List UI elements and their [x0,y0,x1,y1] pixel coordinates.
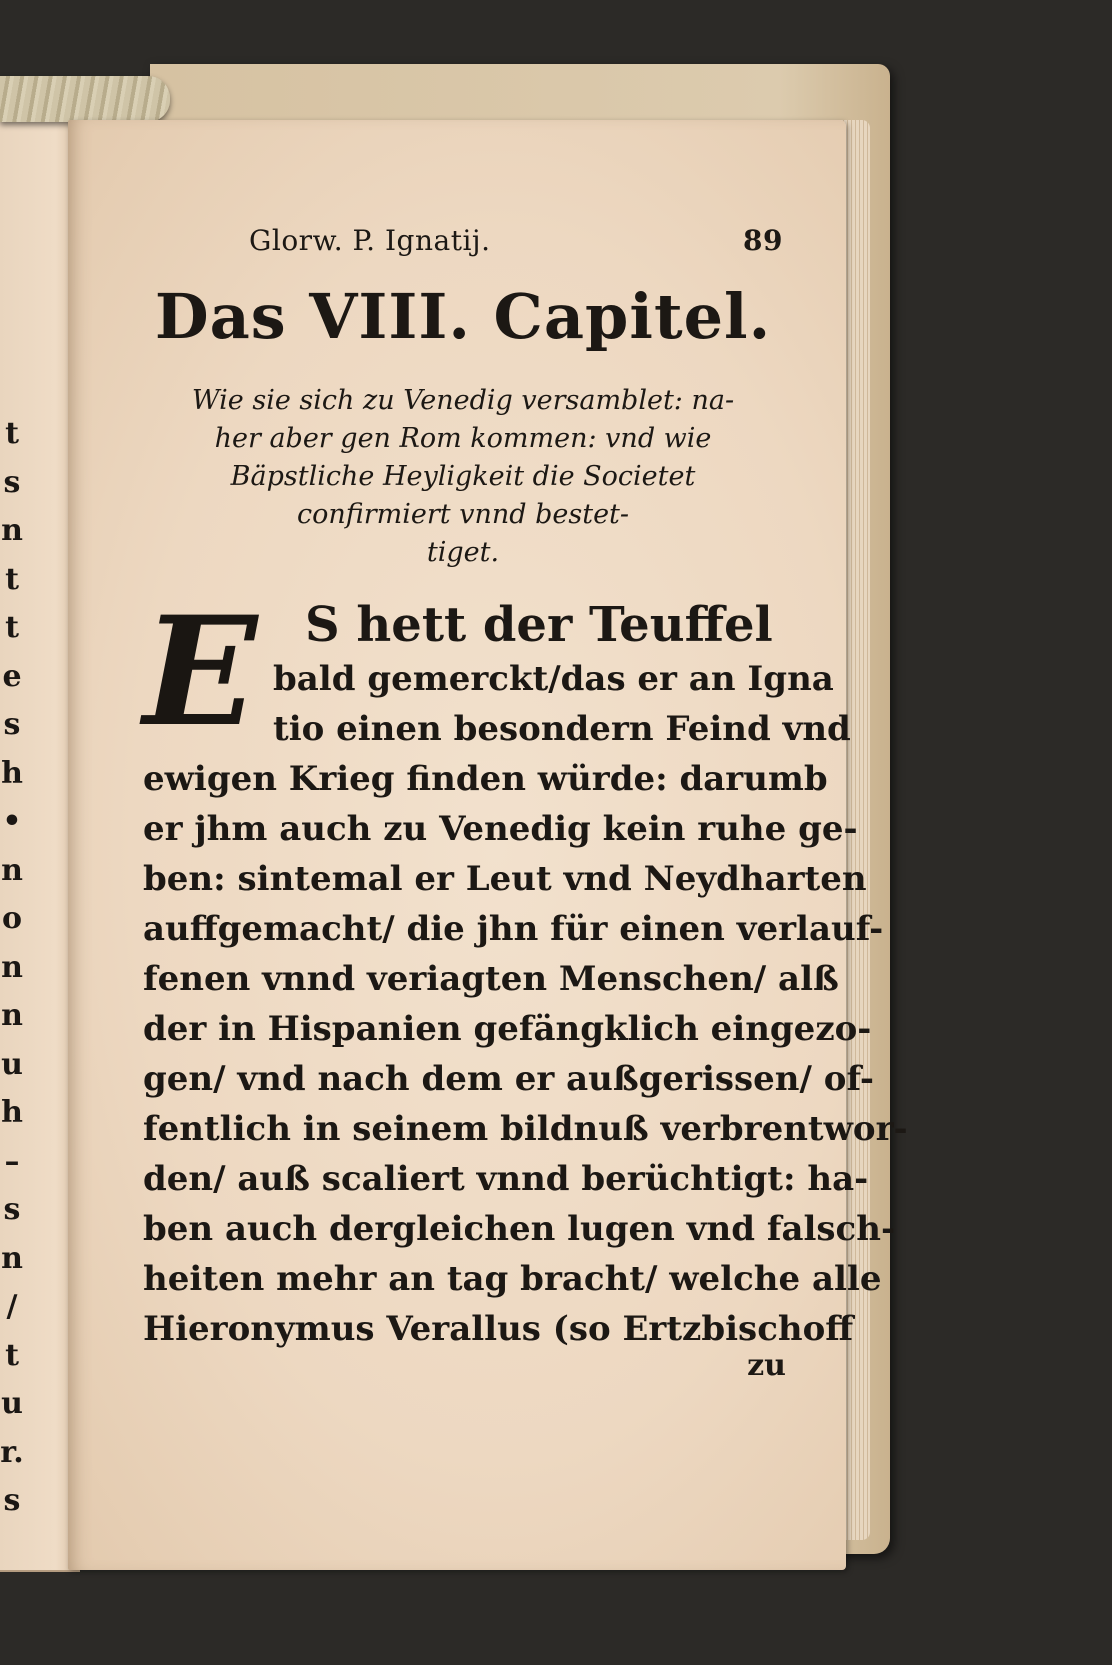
body-text [143,584,908,1354]
margin-letter: n [1,852,23,888]
summary-line: confirmiert vnnd bestet- [296,499,630,530]
margin-letter: t [5,416,19,451]
body-line: gen/ vnd nach dem er außgerissen/ of- [143,1059,874,1099]
body-line: ben: sintemal er Leut vnd Neydharten [143,859,867,899]
margin-letter: – [4,1143,20,1179]
body-line: heiten mehr an tag bracht/ welche alle [143,1259,882,1299]
margin-letter: h [1,1095,23,1130]
body-line: tio einen besondern Feind vnd [273,709,851,749]
facing-page-margin-letters [0,410,24,1526]
body-line: fentlich in seinem bildnuß verbrentwor- [143,1109,908,1149]
margin-letter: t [5,610,19,645]
margin-letter: n [1,998,23,1033]
summary-line: her aber gen Rom kommen: vnd wie [214,423,712,454]
body-line: ewigen Krieg finden würde: darumb [143,759,828,799]
margin-letter: r. [0,1434,24,1470]
margin-letter: u [1,1386,23,1421]
margin-letter: n [1,513,23,548]
running-head-title: Glorw. P. Ignatij. [249,224,491,257]
margin-letter: n [1,949,23,985]
body-line: bald gemerckt/das er an Igna [273,659,834,699]
body-line: fenen vnnd veriagten Menschen/ alß [143,959,839,999]
body-line: ben auch dergleichen lugen vnd falsch- [143,1209,896,1249]
margin-letter: s [3,464,21,500]
body-line: der in Hispanien gefängklich eingezo- [143,1009,872,1049]
summary-line: Bäpstliche Heyligkeit die Societet [230,461,696,492]
margin-letter: h [1,755,23,791]
book-page [68,120,908,1570]
body-line: den/ auß scaliert vnnd berüchtigt: ha- [143,1159,869,1199]
chapter-heading: Das VIII. Capitel. [154,280,772,353]
body-line: S hett der Teuffel [305,597,773,653]
page-number: 89 [743,224,783,257]
catchword: zu [747,1348,786,1383]
body-line: Hieronymus Verallus (so Ertzbischoff [143,1309,854,1349]
body-line: er jhm auch zu Venedig kein ruhe ge- [143,809,858,849]
margin-letter: / [6,1289,18,1324]
margin-letter: o [1,901,22,936]
margin-letter: t [5,561,19,597]
body-line: auffgemacht/ die jhn für einen verlauf- [143,909,884,949]
decorated-initial: E [143,584,258,760]
binding-cord [0,76,170,122]
margin-letter: u [1,1046,23,1082]
chapter-summary [143,382,783,572]
margin-letter: s [3,1192,21,1227]
margin-letter: s [3,707,21,742]
summary-line: Wie sie sich zu Venedig versamblet: na- [191,385,735,416]
margin-letter: t [5,1337,19,1373]
margin-letter: e [2,658,22,694]
margin-letter: n [1,1240,23,1276]
summary-line: tiget. [426,537,500,568]
running-head [143,224,783,268]
margin-letter: s [3,1483,21,1518]
margin-letter: • [2,804,22,839]
